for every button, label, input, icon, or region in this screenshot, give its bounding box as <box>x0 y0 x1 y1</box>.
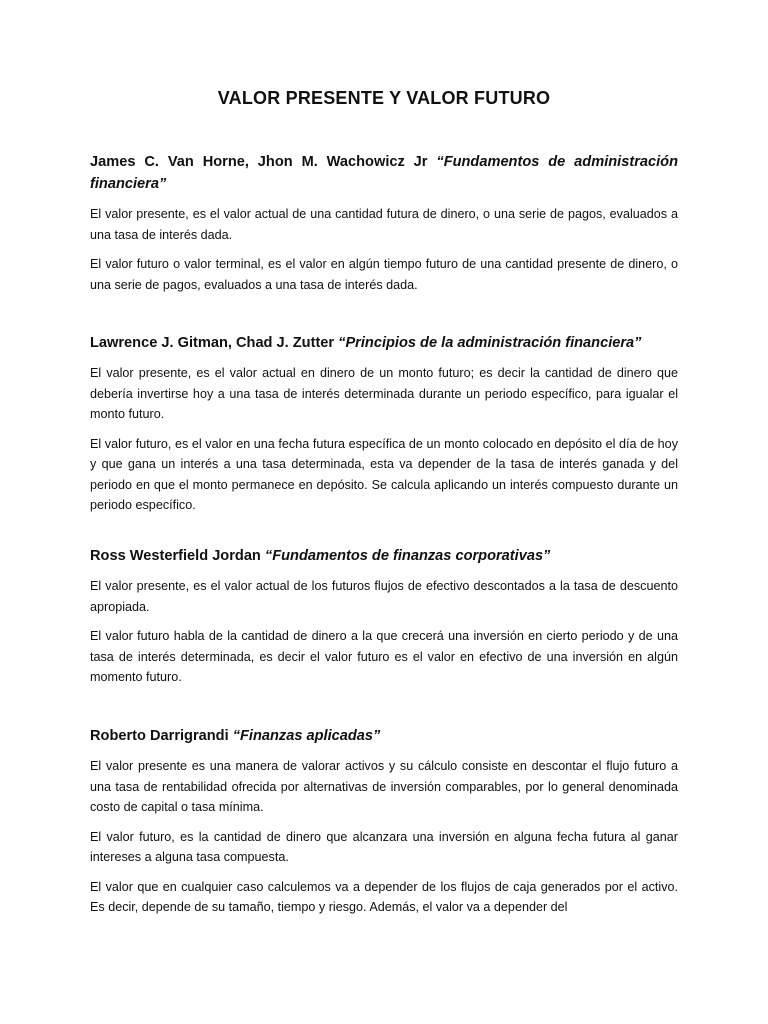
section-ross <box>90 545 678 697</box>
section-van-horne <box>90 151 678 304</box>
book-title: “Finanzas aplicadas” <box>232 728 381 744</box>
author-name: Lawrence J. Gitman, Chad J. Zutter <box>90 335 339 351</box>
paragraph: El valor futuro, es el valor en una fecha futura específica de un monto colocado en depósito el día de hoy y que gana un interés a una tasa determinada, esta va depender de la tasa de interés ganada y del periodo en que el monto permanece en depósito. Se calcula aplicando un interés compuesto durante un periodo específico. <box>90 436 678 512</box>
paragraph: El valor futuro o valor terminal, es el valor en algún tiempo futuro de una cantidad presente de dinero, o una serie de pagos, evaluados a una tasa de interés dada. <box>90 257 678 292</box>
book-title: “Fundamentos de finanzas corporativas” <box>264 548 551 564</box>
section-gitman <box>90 332 678 525</box>
paragraph: El valor presente, es el valor actual de una cantidad futura de dinero, o una serie de pagos, evaluados a una tasa de interés dada. <box>90 207 678 242</box>
section-darrigrandi <box>90 725 678 927</box>
paragraph: El valor presente, es el valor actual de los futuros flujos de efectivo descontados a la tasa de descuento apropiada. <box>90 579 678 614</box>
paragraph: El valor presente, es el valor actual en dinero de un monto futuro; es decir la cantidad de dinero que debería invertirse hoy a una tasa de interés determinada durante un periodo específico, para igualar el monto futuro. <box>90 366 678 421</box>
author-name: James C. Van Horne, Jhon M. Wachowicz Jr <box>90 154 437 170</box>
section-heading <box>90 725 678 747</box>
document-title: VALOR PRESENTE Y VALOR FUTURO <box>217 88 551 108</box>
paragraph: El valor que en cualquier caso calculemos va a depender de los flujos de caja generados por el activo. Es decir, depende de su tamaño, tiempo y riesgo. Además, el valor va a depender del <box>90 879 678 914</box>
book-title: “Principios de la administración financiera” <box>338 335 642 351</box>
section-heading <box>90 545 678 567</box>
section-heading <box>90 151 678 195</box>
paragraph: El valor presente es una manera de valorar activos y su cálculo consiste en descontar el flujo futuro a una tasa de rentabilidad ofrecida por alternativas de inversión comparables, por lo general denominada costo de capital o tasa mínima. <box>90 759 678 814</box>
paragraph: El valor futuro habla de la cantidad de dinero a la que crecerá una inversión en cierto periodo y de una tasa de interés determinada, es decir el valor futuro es el valor en efectivo de una inversión en algún momento futuro. <box>90 629 678 684</box>
book-title: “Fundamentos de administración financiera” <box>90 154 678 192</box>
paragraph: El valor futuro, es la cantidad de dinero que alcanzara una inversión en alguna fecha futura al ganar intereses a alguna tasa compuesta. <box>90 829 678 864</box>
author-name: Roberto Darrigrandi <box>90 728 233 744</box>
section-heading <box>90 332 678 354</box>
author-name: Ross Westerfield Jordan <box>90 548 265 564</box>
